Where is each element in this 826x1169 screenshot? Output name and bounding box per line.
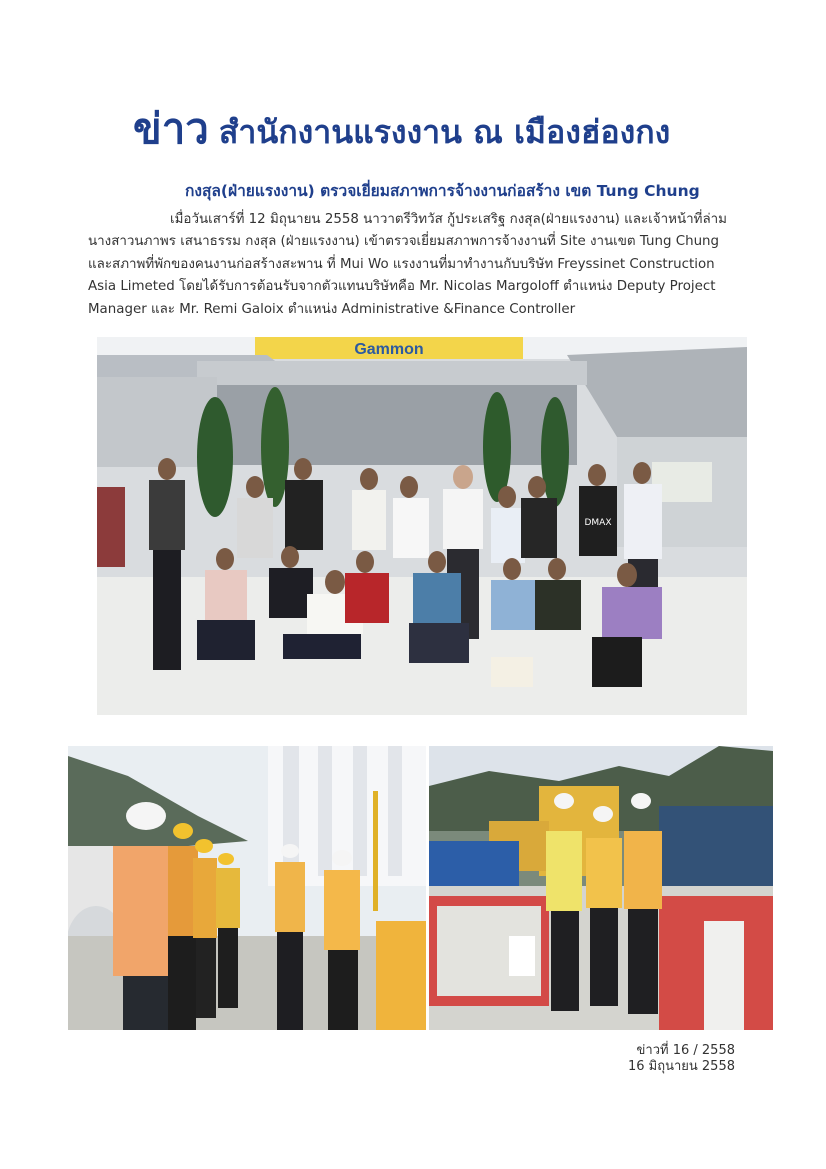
article-line-5: Manager และ Mr. Remi Galoix ตำแหน่ง Administrative &Finance Controller: [88, 301, 576, 317]
company-sign-text: Gammon: [354, 341, 424, 358]
page-title: [133, 96, 793, 166]
article-line-1: เมื่อวันเสาร์ที่ 12 มิถุนายน 2558 นาวาตรีวิทวัส กู้ประเสริฐ กงสุล(ฝ่ายแรงงาน) และเจ้าหน้าที่ล่าม: [170, 212, 727, 227]
title-news-label: ข่าว: [133, 104, 209, 153]
news-footer: [595, 1043, 735, 1075]
article-body: [88, 209, 738, 321]
site-photo-right: [429, 746, 773, 1030]
article-subtitle: กงสุล(ฝ่ายแรงงาน) ตรวจเยี่ยมสภาพการจ้างงานก่อสร้าง เขต Tung Chung: [185, 182, 700, 200]
article-line-3: และสภาพที่พักของคนงานก่อสร้างสะพาน ที่ Mui Wo แรงงานที่มาทำงานกับบริษัท Freyssinet Construction: [88, 256, 715, 272]
site-photo-left: [68, 746, 426, 1030]
shirt-logo-text: DMAX: [584, 518, 612, 528]
article-line-2: นางสาวนภาพร เสนาธรรม กงสุล (ฝ่ายแรงงาน) เข้าตรวจเยี่ยมสภาพการจ้างงานที่ Site งานเขต Tung Chung: [88, 234, 720, 250]
group-photo: [97, 337, 747, 715]
title-office-name: สำนักงานแรงงาน ณ เมืองฮ่องกง: [218, 113, 671, 151]
article-line-4: Asia Limeted โดยได้รับการต้อนรับจากตัวแทนบริษัทคือ Mr. Nicolas Margoloff ตำแหน่ง Deputy Project: [88, 279, 716, 295]
news-date: 16 มิถุนายน 2558: [627, 1059, 735, 1074]
news-number: ข่าวที่ 16 / 2558: [636, 1043, 735, 1058]
